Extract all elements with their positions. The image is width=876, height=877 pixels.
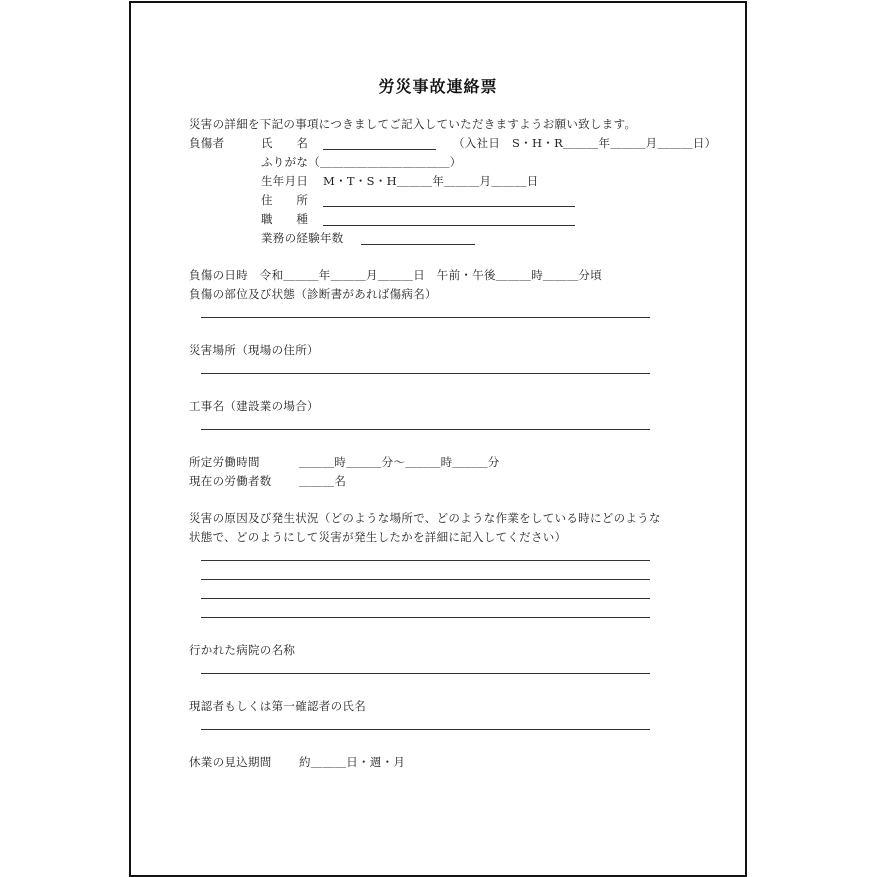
birth-label: 生年月日: [261, 174, 309, 188]
cause-label-line1: 災害の原因及び発生状況（どのような場所で、どのような作業をしている時にどのような: [189, 511, 661, 525]
name-field[interactable]: [323, 149, 436, 150]
cause-field-line[interactable]: [201, 579, 650, 580]
construction-name-label: 工事名（建設業の場合）: [189, 399, 319, 413]
address-field[interactable]: [323, 206, 575, 207]
hospital-label: 行かれた病院の名称: [189, 643, 296, 657]
injury-part-field[interactable]: [201, 317, 650, 318]
accident-location-label: 災害場所（現場の住所）: [189, 343, 319, 357]
hire-date-field[interactable]: （入社日 S・H・R＿＿＿年＿＿＿月＿＿＿日）: [453, 136, 717, 150]
workers-field[interactable]: ＿＿＿名: [299, 474, 347, 488]
cause-field-line[interactable]: [201, 617, 650, 618]
form-sheet: [129, 1, 747, 877]
injury-datetime-field[interactable]: 負傷の日時 令和＿＿＿年＿＿＿月＿＿＿日 午前・午後＿＿＿時＿＿＿分頃: [189, 268, 602, 282]
work-hours-label: 所定労働時間: [189, 455, 260, 469]
experience-field[interactable]: [361, 244, 475, 245]
experience-label: 業務の経験年数: [261, 231, 344, 245]
accident-location-field[interactable]: [201, 373, 650, 374]
witness-field[interactable]: [201, 729, 650, 730]
occupation-label: 職 種: [261, 212, 309, 226]
form-title: 労災事故連絡票: [378, 77, 498, 96]
construction-name-field[interactable]: [201, 429, 650, 430]
work-hours-field[interactable]: ＿＿＿時＿＿＿分～＿＿＿時＿＿＿分: [299, 455, 500, 469]
injured-label: 負傷者: [189, 136, 225, 150]
cause-field-line[interactable]: [201, 560, 650, 561]
occupation-field[interactable]: [323, 225, 575, 226]
name-label: 氏 名: [261, 136, 309, 150]
furigana-field[interactable]: ふりがな（＿＿＿＿＿＿＿＿＿＿＿）: [261, 155, 462, 169]
hospital-field[interactable]: [201, 673, 650, 674]
workers-label: 現在の労働者数: [189, 474, 272, 488]
leave-period-label: 休業の見込期間: [189, 755, 272, 769]
address-label: 住 所: [261, 193, 309, 207]
cause-field-line[interactable]: [201, 598, 650, 599]
cause-label-line2: 状態で、どのようにして災害が発生したかを詳細に記入してください）: [189, 530, 567, 544]
injury-part-label: 負傷の部位及び状態（診断書があれば傷病名）: [189, 287, 437, 301]
leave-period-field[interactable]: 約＿＿＿日・週・月: [299, 755, 406, 769]
witness-label: 現認者もしくは第一確認者の氏名: [189, 699, 366, 713]
intro-text: 災害の詳細を下記の事項につきましてご記入していただきますようお願い致します。: [189, 117, 637, 131]
birth-date-field[interactable]: M・T・S・H＿＿＿年＿＿＿月＿＿＿日: [323, 174, 539, 188]
